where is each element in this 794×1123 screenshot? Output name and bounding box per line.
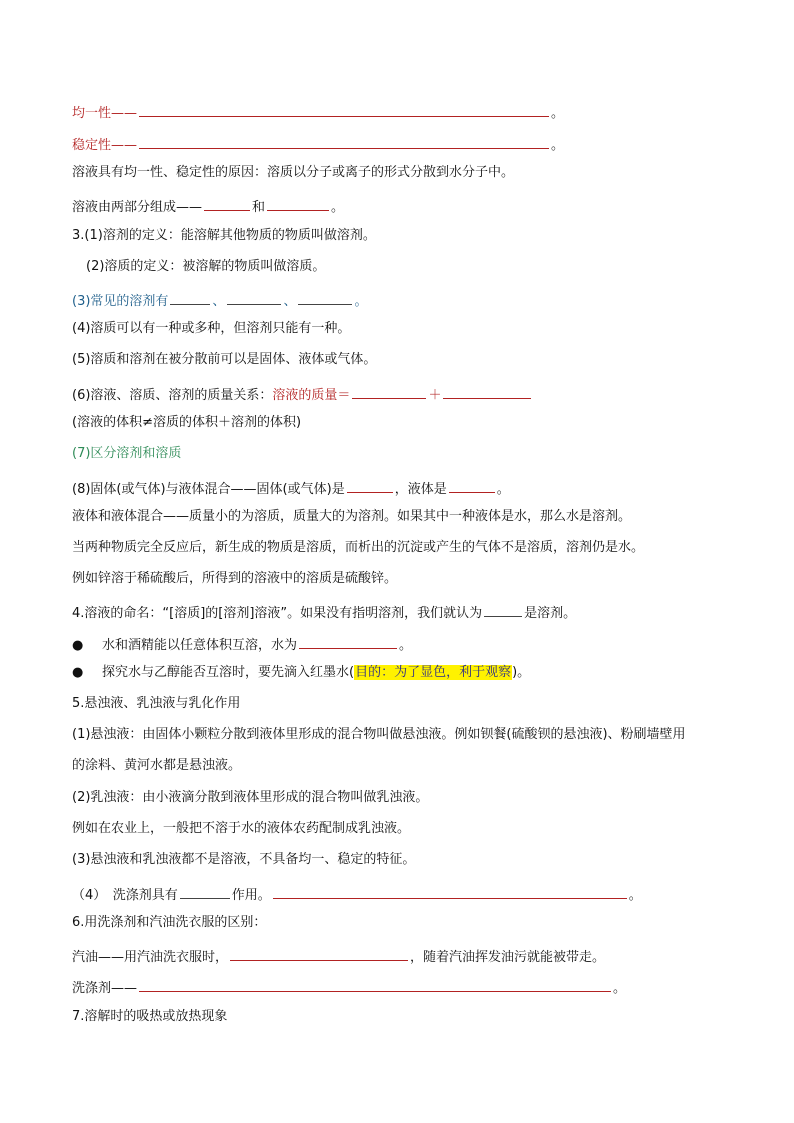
bullet-icon: ● (72, 665, 84, 680)
composition-blank-1[interactable] (204, 196, 250, 211)
naming-end: 是溶剂。 (524, 606, 577, 621)
red-ink-text: 探究水与乙醇能否互溶时，要先滴入红墨水( (102, 665, 355, 680)
section-7-heading: 7.溶解时的吸热或放热现象 (72, 1009, 228, 1024)
solvent-blank-1[interactable] (170, 290, 210, 305)
uniformity-blank[interactable] (139, 102, 549, 117)
reaction-text: 当两种物质完全反应后，新生成的物质是溶质，而析出的沉淀或产生的气体不是溶质，溶剂仍是水。 (72, 540, 645, 555)
detergent-blank-1[interactable] (180, 884, 230, 899)
stability-blank[interactable] (139, 134, 549, 149)
solute-count-text: (4)溶质可以有一种或多种，但溶剂只能有一种。 (72, 321, 351, 336)
water-alcohol-end: 。 (399, 638, 413, 653)
solvent-sep-2: 、 (283, 294, 297, 309)
liquid-blank[interactable] (449, 478, 495, 493)
stability-end: 。 (551, 138, 565, 153)
detergent-end: 。 (628, 888, 642, 903)
uniformity-end: 。 (551, 106, 565, 121)
mass-blank-1[interactable] (352, 384, 426, 399)
detergent-wash-label: 洗涤剂—— (72, 981, 138, 996)
section-6-heading: 6.用洗涤剂和汽油洗衣服的区别： (72, 915, 267, 930)
plus-sign: ＋ (428, 388, 442, 403)
gasoline-text: 汽油——用汽油洗衣服时， (72, 950, 229, 965)
mass-blank-2[interactable] (443, 384, 531, 399)
bullet-icon: ● (72, 638, 84, 653)
detergent-line (72, 884, 642, 904)
common-solvents-end: 。 (354, 294, 368, 309)
liquid-text: ，液体是 (394, 482, 447, 497)
solvent-sep-1: 、 (212, 294, 226, 309)
detergent-blank-2[interactable] (273, 884, 627, 899)
solvent-blank-3[interactable] (298, 290, 352, 305)
suspension-text: (1)悬浊液：由固体小颗粒分散到液体里形成的混合物叫做悬浊液。例如钡餐(硫酸钡的悬浊液)、粉刷墙壁用 (72, 727, 686, 742)
solid-blank[interactable] (347, 478, 393, 493)
purpose-highlight: 目的：为了显色，利于观察 (355, 665, 512, 680)
solid-liquid-text: (8)固体(或气体)与液体混合——固体(或气体)是 (72, 482, 345, 497)
gasoline-line (72, 946, 605, 966)
solid-liquid-end: 。 (496, 482, 510, 497)
section-5-heading: 5.悬浊液、乳浊液与乳化作用 (72, 696, 241, 711)
solute-definition: (2)溶质的定义：被溶解的物质叫做溶质。 (86, 259, 326, 274)
naming-text: 4.溶液的命名：“[溶质]的[溶剂]溶液”。如果没有指明溶剂，我们就认为 (72, 606, 483, 621)
water-alcohol-line (72, 634, 412, 654)
detergent-text: （4） 洗涤剂具有 (72, 888, 178, 903)
composition-blank-2[interactable] (267, 196, 329, 211)
red-ink-line (72, 665, 530, 681)
common-solvents-text: (3)常见的溶剂有 (72, 294, 169, 309)
mass-relation-text: (6)溶液、溶质、溶剂的质量关系： (72, 388, 273, 403)
emulsion-text: (2)乳浊液：由小液滴分散到液体里形成的混合物叫做乳浊液。 (72, 790, 429, 805)
solution-mass-label: 溶液的质量＝ (272, 388, 351, 403)
water-role-blank[interactable] (299, 634, 397, 649)
volume-note: (溶液的体积≠溶质的体积＋溶剂的体积) (72, 415, 302, 430)
zinc-example: 例如锌溶于稀硫酸后，所得到的溶液中的溶质是硫酸锌。 (72, 571, 398, 586)
composition-text: 溶液由两部分组成—— (72, 200, 203, 215)
solvent-definition: 3.(1)溶剂的定义：能溶解其他物质的物质叫做溶剂。 (72, 228, 376, 243)
composition-end: 。 (331, 200, 345, 215)
state-text: (5)溶质和溶剂在被分散前可以是固体、液体或气体。 (72, 352, 377, 367)
mass-relation-line (72, 384, 533, 404)
not-solution-text: (3)悬浊液和乳浊液都不是溶液，不具备均一、稳定的特征。 (72, 852, 416, 867)
suspension-text-cont: 的涂料、黄河水都是悬浊液。 (72, 758, 242, 773)
detergent-wash-blank[interactable] (139, 977, 611, 992)
detergent-wash-end: 。 (613, 981, 627, 996)
composition-line (72, 196, 344, 216)
liquid-liquid-text: 液体和液体混合——质量小的为溶质，质量大的为溶剂。如果其中一种液体是水，那么水是溶剂。 (72, 509, 632, 524)
common-solvents-line (72, 290, 367, 310)
uniformity-line (72, 102, 564, 122)
reason-text: 溶液具有均一性、稳定性的原因：溶质以分子或离子的形式分散到水分子中。 (72, 165, 515, 180)
stability-line (72, 134, 564, 154)
emulsion-example: 例如在农业上，一般把不溶于水的液体农药配制成乳浊液。 (72, 821, 411, 836)
distinguish-heading: (7)区分溶剂和溶质 (72, 446, 182, 461)
detergent-effect: 作用。 (231, 888, 271, 903)
composition-and: 和 (252, 200, 266, 215)
naming-line (72, 602, 576, 622)
uniformity-label: 均一性—— (72, 106, 138, 121)
red-ink-end: )。 (512, 665, 531, 680)
solvent-blank-2[interactable] (227, 290, 281, 305)
gasoline-text-end: ，随着汽油挥发油污就能被带走。 (410, 950, 606, 965)
solid-liquid-line (72, 478, 510, 498)
gasoline-blank[interactable] (230, 946, 408, 961)
water-alcohol-text: 水和酒精能以任意体积互溶，水为 (102, 638, 298, 653)
stability-label: 稳定性—— (72, 138, 138, 153)
detergent-wash-line (72, 977, 626, 997)
naming-blank[interactable] (484, 602, 522, 617)
